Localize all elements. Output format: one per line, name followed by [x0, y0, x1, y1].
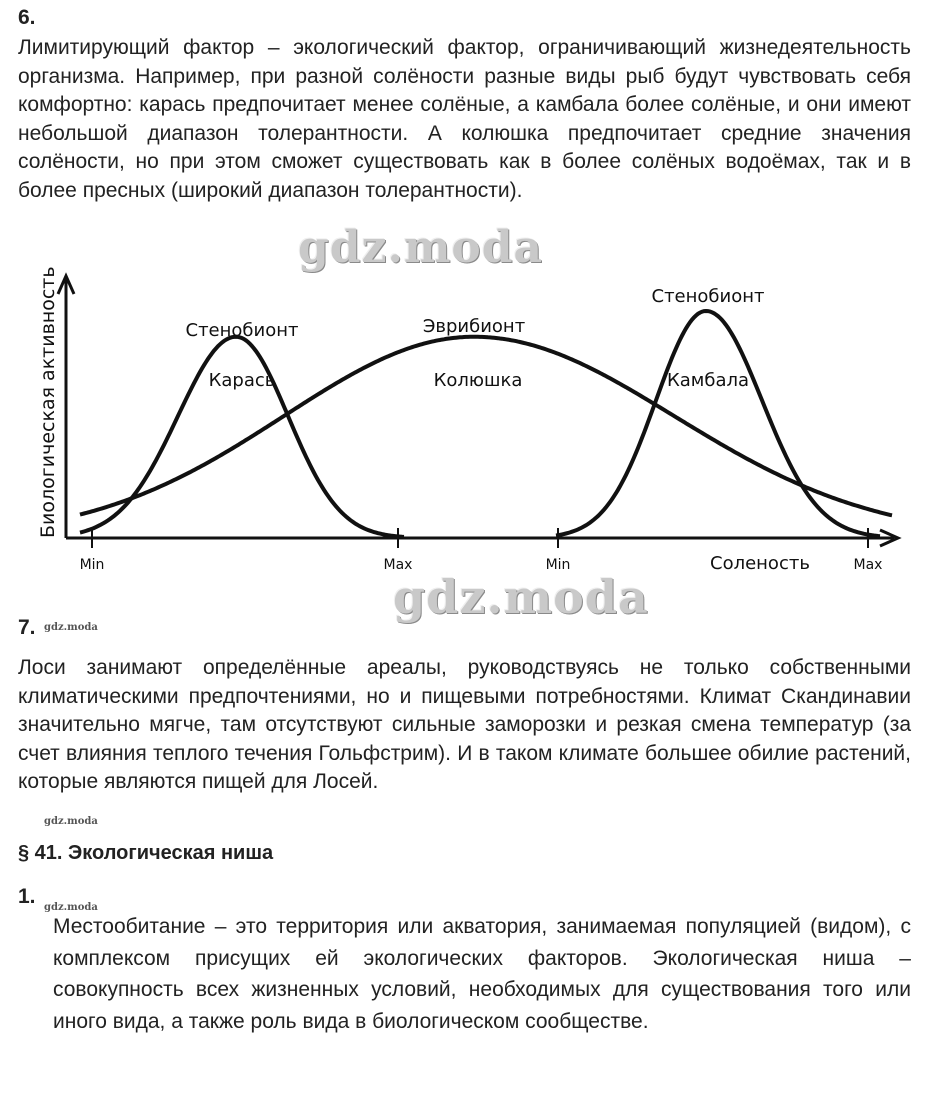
- x-axis-label: Соленость: [710, 553, 810, 574]
- curve-type-label: Стенобионт: [651, 286, 765, 307]
- watermark-small-1: gdz.moda: [44, 902, 98, 913]
- tolerance-chart: [0, 262, 927, 592]
- task-1-number: 1.: [18, 885, 36, 908]
- section-heading: § 41. Экологическая ниша: [18, 842, 274, 864]
- watermark-small-section: gdz.moda: [44, 816, 98, 827]
- watermark-bottom: gdz.moda: [393, 570, 649, 624]
- task-6-text: Лимитирующий фактор – экологический фактор, ограничивающий жизнедеятельность организма. Например, при разной солёности разные виды рыб будут чувствовать себя комфортно: карась предпочитает менее солёные, а камбала более солёные, и они имеют небольшой диапазон толерантности. А колюшка предпочитает средние значения солёности, но при этом сможет существовать как в более солёных водоёмах, так и в более пресных (широкий диапазон толерантности).: [18, 36, 911, 202]
- task-7-text: Лоси занимают определённые ареалы, руководствуясь не только собственными климатическими предпочтениями, но и пищевыми потребностями. Климат Скандинавии значительно мягче, там отсутствуют сильные заморозки и резкая смена температур (за счет влияния теплого течения Гольфстрим). И в таком климате большее обилие растений, которые являются пищей для Лосей.: [18, 656, 911, 794]
- watermark-top: gdz.moda: [298, 222, 544, 273]
- x-tick-label: Min: [545, 557, 571, 573]
- task-1-text: Местообитание – это территория или акватория, занимаемая популяцией (видом), с комплексом присущих ей экологических факторов. Экологическая ниша – совокупность всех жизненных условий, необходимых для существования того или иного вида, а также роль вида в биологическом сообществе.: [53, 915, 911, 1033]
- curve-species-label: Карась: [208, 370, 276, 391]
- tolerance-curve: [80, 337, 404, 537]
- tolerance-curve: [556, 311, 880, 536]
- watermark-small-7: gdz.moda: [44, 622, 98, 633]
- y-axis-label: Биологическая активность: [37, 266, 59, 538]
- curve-species-label: Колюшка: [433, 370, 523, 391]
- x-tick-label: Min: [79, 557, 105, 573]
- chart-curves: [80, 311, 892, 537]
- task-7-number: 7.: [18, 616, 36, 639]
- tolerance-curve: [80, 337, 892, 516]
- x-tick-label: Max: [853, 557, 883, 573]
- curve-type-label: Стенобионт: [185, 320, 299, 341]
- curve-type-label: Эврибионт: [422, 316, 526, 337]
- task-6-number: 6.: [18, 6, 36, 29]
- x-tick-label: Max: [383, 557, 413, 573]
- curve-species-label: Камбала: [666, 370, 750, 391]
